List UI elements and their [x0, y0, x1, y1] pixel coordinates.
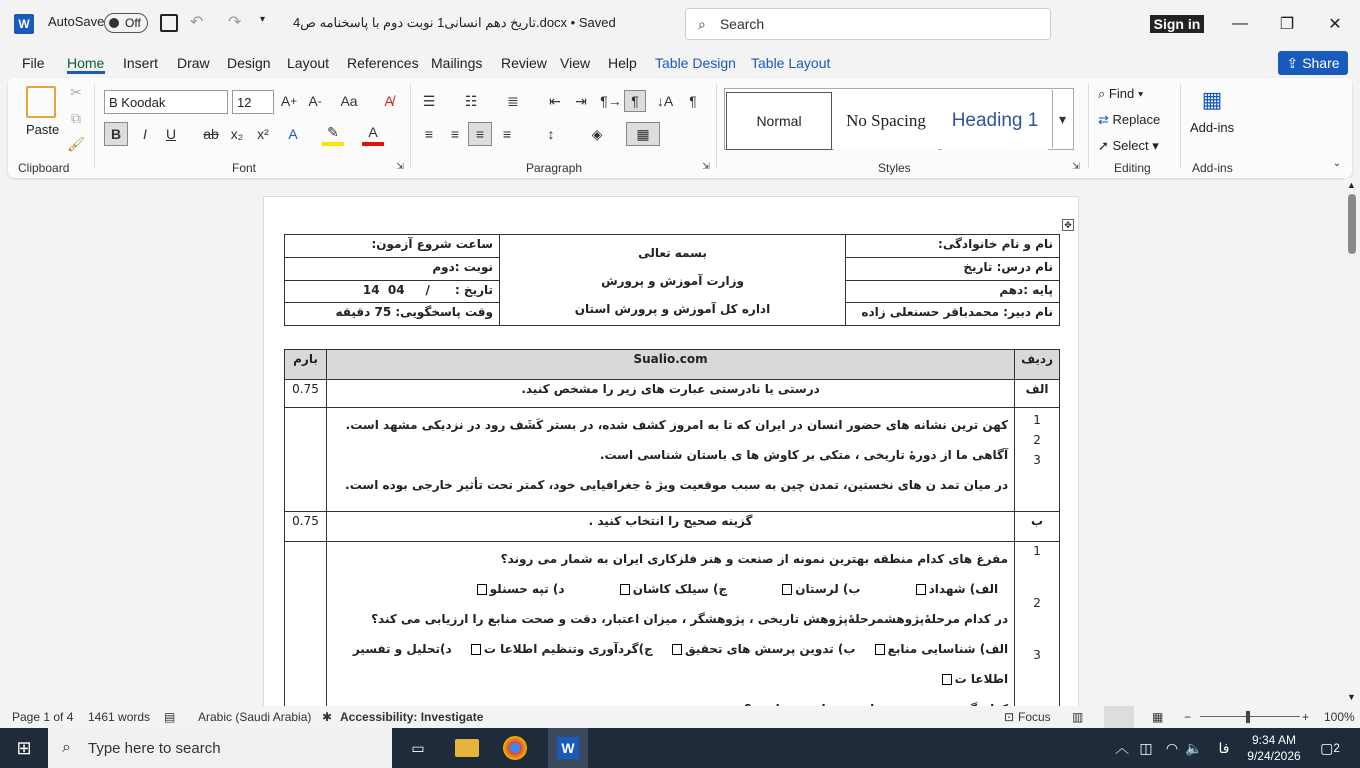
q-number: 3 — [1033, 453, 1041, 467]
file-explorer-icon[interactable] — [455, 739, 479, 757]
option: ب) لرستان — [795, 582, 861, 596]
wifi-icon[interactable]: ◠ — [1165, 739, 1179, 756]
italic-icon[interactable]: I — [143, 126, 147, 142]
tab-table-design[interactable]: Table Design — [655, 55, 736, 71]
page-count[interactable]: Page 1 of 4 — [12, 710, 74, 724]
document-page[interactable] — [263, 196, 1079, 716]
language-status[interactable]: Arabic (Saudi Arabia) — [198, 710, 312, 724]
q-number: 2 — [1033, 596, 1041, 610]
tab-mailings[interactable]: Mailings — [431, 55, 483, 71]
select-button[interactable]: ➚ Select ▾ — [1098, 138, 1159, 153]
style-heading-1[interactable]: Heading 1 — [942, 92, 1048, 150]
taskbar — [0, 728, 1360, 768]
proofing-icon[interactable]: ▤ — [164, 710, 176, 724]
active-tab-indicator — [67, 71, 105, 74]
style-no-spacing[interactable]: No Spacing — [834, 92, 938, 150]
addins-group-label: Add-ins — [1192, 161, 1233, 175]
save-icon[interactable] — [160, 14, 178, 32]
close-icon[interactable]: ✕ — [1328, 16, 1342, 33]
line-spacing-icon[interactable]: ↕ — [547, 126, 555, 142]
replace-label: Replace — [1112, 112, 1161, 127]
basmala: بسمه تعالی — [638, 246, 707, 260]
clock-time: 9:34 AM — [1251, 733, 1297, 747]
search-icon: ⌕ — [62, 739, 71, 756]
question-b2[interactable]: در کدام مرحلۀپژوهشمرحلۀپژوهش تاریخی ، پژوهشگر ، میزان اعتبار، دقت و صحت منابع را ارزیابی می کند؟ — [371, 612, 1009, 626]
tab-references[interactable]: References — [347, 55, 419, 71]
addins-button[interactable]: Add-ins — [1190, 120, 1235, 135]
show-hidden-icons[interactable]: ︿ — [1115, 740, 1129, 756]
decrease-indent-icon[interactable]: ⇤ — [549, 92, 561, 109]
taskbar-search-placeholder: Type here to search — [88, 739, 221, 757]
underline-icon[interactable]: U — [165, 126, 177, 142]
ribbon-tabs — [0, 48, 1360, 78]
highlight-icon[interactable]: ✎ — [322, 122, 344, 146]
option: الف) شهداد — [928, 582, 999, 596]
section-a-numbers — [1015, 408, 1060, 512]
chrome-icon[interactable] — [503, 736, 527, 760]
show-marks-icon[interactable]: ¶ — [689, 93, 697, 109]
subject-cell[interactable]: نام درس: تاریخ — [846, 257, 1060, 280]
focus-button[interactable]: Focus — [1018, 710, 1051, 724]
teacher-cell[interactable]: نام دبیر: محمدباقر حسنعلی زاده — [846, 303, 1060, 326]
network-icon[interactable]: ◫ — [1139, 739, 1153, 756]
clipboard-group-label: Clipboard — [18, 161, 70, 175]
option: ج)گردآوری وتنظیم اطلاعا ت — [483, 642, 653, 656]
zoom-slider-thumb[interactable] — [1246, 711, 1250, 723]
header-center-cell — [500, 235, 846, 326]
autosave-toggle[interactable]: Off — [104, 13, 148, 33]
section-a-title[interactable]: درستی یا نادرستی عبارت های زیر را مشخص کنید. — [327, 380, 1015, 408]
tab-draw[interactable]: Draw — [177, 55, 210, 71]
volume-icon[interactable]: 🔈 — [1185, 739, 1203, 756]
section-b-questions[interactable] — [327, 542, 1015, 727]
separator — [716, 84, 717, 168]
tab-table-layout[interactable]: Table Layout — [751, 55, 831, 71]
q-number: 1 — [1033, 413, 1041, 427]
select-icon: ➚ — [1098, 138, 1113, 153]
shrink-font-icon[interactable]: A - — [308, 93, 322, 109]
copy-icon[interactable]: ⧉ — [71, 109, 81, 126]
sort-icon[interactable]: ↓A — [656, 93, 674, 109]
section-a-score[interactable]: 0.75 — [285, 380, 327, 408]
align-center-icon[interactable]: ≡ — [450, 126, 460, 142]
font-dialog-launcher-icon[interactable]: ⇲ — [396, 160, 404, 171]
redo-icon[interactable]: ↷ — [228, 14, 242, 31]
term-cell[interactable]: نوبت :دوم — [285, 257, 500, 280]
section-a-questions[interactable] — [327, 408, 1015, 512]
document-canvas — [0, 186, 1344, 706]
shading-icon[interactable]: ◈ — [591, 125, 603, 142]
tab-view[interactable]: View — [560, 55, 591, 71]
vertical-scrollbar[interactable] — [1344, 178, 1360, 706]
share-label: Share — [1302, 55, 1340, 71]
replace-button[interactable] — [1098, 112, 1160, 128]
option: د) تپه حسنلو — [489, 582, 565, 596]
section-a-score-cell[interactable] — [285, 408, 327, 512]
scroll-thumb[interactable] — [1348, 194, 1356, 254]
section-b-score[interactable]: 0.75 — [285, 512, 327, 542]
option: الف) شناسایی منابع — [887, 642, 1009, 656]
collapse-ribbon-icon[interactable]: ⌄ — [1332, 157, 1342, 169]
grow-font-icon[interactable]: A + — [280, 93, 298, 109]
numbering-icon[interactable]: ☷ — [464, 92, 478, 109]
clock[interactable] — [1240, 732, 1308, 764]
paste-button[interactable]: Paste — [26, 122, 60, 137]
align-left-icon[interactable]: ≡ — [424, 126, 434, 142]
replace-icon: ⇄ — [1098, 112, 1113, 127]
editing-group-label: Editing — [1114, 161, 1151, 175]
styles-more-icon[interactable]: ▾ — [1052, 90, 1072, 148]
col-row-header: ردیف — [1015, 350, 1060, 380]
paragraph-dialog-launcher-icon[interactable]: ⇲ — [702, 160, 710, 171]
search-box[interactable] — [685, 8, 1051, 40]
accessibility-status[interactable]: Accessibility: Investigate — [340, 710, 484, 724]
duration-cell[interactable]: وقت پاسخگویی: 75 دقیقه — [285, 303, 500, 326]
question-b1-options — [333, 574, 1008, 604]
find-icon: ⌕ — [1098, 86, 1109, 101]
maximize-icon[interactable]: ❐ — [1279, 16, 1295, 33]
zoom-out-icon[interactable]: − — [1184, 710, 1192, 724]
scroll-up-icon[interactable]: ▲ — [1347, 180, 1356, 190]
superscript-icon[interactable]: x² — [257, 126, 269, 142]
clear-formatting-icon[interactable]: A̸ — [384, 93, 394, 109]
checkbox-icon[interactable] — [471, 644, 481, 655]
option: ج) سیلک کاشان — [632, 582, 728, 596]
minimize-icon[interactable]: — — [1232, 15, 1248, 32]
status-bar — [0, 706, 1360, 728]
rtl-icon[interactable]: ¶ — [624, 90, 646, 112]
question-a1[interactable]: کهن ترین نشانه های حضور انسان در ایران که تا به امروز کشف شده، در بستر کَشَف رود در نزدیکی مشهد است. — [345, 418, 1009, 432]
tab-design[interactable]: Design — [227, 55, 271, 71]
task-view-icon[interactable]: ▭ — [411, 739, 425, 756]
checkbox-icon[interactable] — [672, 644, 682, 655]
word-count[interactable]: 1461 words — [88, 710, 151, 724]
ribbon-home — [8, 78, 1352, 178]
select-label: Select — [1112, 138, 1149, 153]
checkbox-icon[interactable] — [620, 584, 630, 595]
cut-icon[interactable]: ✂ — [70, 83, 82, 100]
document-title[interactable]: تاریخ دهم انسانی1 نوبت دوم با پاسخنامه ص4.docx • Saved — [293, 15, 616, 30]
tab-file[interactable]: File — [22, 55, 45, 71]
word-logo-icon: W — [14, 14, 34, 34]
notification-count: 2 — [1333, 741, 1340, 755]
question-b2-options — [333, 634, 1008, 694]
font-size-select[interactable]: 12 — [232, 90, 274, 114]
separator — [1180, 84, 1181, 168]
scroll-down-icon[interactable]: ▼ — [1347, 692, 1356, 702]
print-layout-icon[interactable] — [1104, 706, 1134, 728]
checkbox-icon[interactable] — [942, 674, 952, 685]
option: د)تحلیل و تفسیر اطلاعا ت — [352, 642, 1009, 686]
font-group-label: Font — [232, 161, 257, 175]
format-painter-icon[interactable]: 🖌 — [67, 135, 85, 152]
autosave-label: AutoSave — [48, 14, 105, 29]
word-taskbar-icon[interactable]: W — [548, 728, 588, 768]
separator — [1088, 84, 1089, 168]
search-placeholder: Search — [719, 16, 765, 32]
title-bar — [0, 0, 1360, 48]
section-b-label: ب — [1015, 512, 1060, 542]
text-effects-icon[interactable]: A — [288, 126, 298, 142]
tab-help[interactable]: Help — [608, 55, 637, 71]
notifications-icon[interactable]: ▢ 2 — [1320, 739, 1340, 756]
web-layout-icon[interactable]: ▦ — [1152, 710, 1164, 724]
ltr-icon[interactable]: ¶→ — [600, 93, 622, 109]
separator — [94, 84, 95, 168]
separator — [410, 84, 411, 168]
col-site-header: Sualio.com — [327, 350, 1015, 380]
checkbox-icon[interactable] — [916, 584, 926, 595]
office: اداره کل آموزش و پرورش استان — [574, 302, 771, 316]
focus-icon: ⊡ — [1004, 710, 1015, 724]
exam-table — [284, 234, 1060, 326]
clock-date: 9/24/2026 — [1247, 749, 1301, 763]
windows-start-icon[interactable]: ⊞ — [16, 737, 32, 758]
tab-home[interactable]: Home — [67, 55, 105, 71]
input-language[interactable]: فا — [1218, 739, 1230, 756]
borders-icon[interactable]: ▦ — [626, 122, 660, 146]
question-a2[interactable]: آگاهی ما از دورۀ تاریخی ، متکی بر کاوش ها ی باستان شناسی است. — [599, 448, 1009, 462]
align-right-icon[interactable]: ≡ — [468, 122, 492, 146]
share-icon: ⇪ — [1286, 54, 1299, 71]
q-number: 1 — [1033, 544, 1041, 558]
section-a-label: الف — [1015, 380, 1060, 408]
q-number: 2 — [1033, 433, 1041, 447]
q-number: 3 — [1033, 648, 1041, 662]
find-button[interactable]: ⌕ Find ▾ — [1098, 86, 1144, 101]
bullets-icon[interactable]: ☰ — [422, 92, 436, 109]
section-b-score-cell[interactable] — [285, 542, 327, 727]
accessibility-icon: ✱ — [322, 710, 333, 724]
styles-dialog-launcher-icon[interactable]: ⇲ — [1072, 160, 1080, 171]
bold-icon[interactable]: B — [104, 122, 128, 146]
checkbox-icon[interactable] — [782, 584, 792, 595]
questions-table — [284, 349, 1060, 727]
font-name-select[interactable]: B Koodak — [104, 90, 228, 114]
find-label: Find — [1108, 86, 1135, 101]
multilevel-list-icon[interactable]: ≣ — [507, 92, 519, 109]
grade-cell[interactable]: پایه :دهم — [846, 280, 1060, 303]
tab-layout[interactable]: Layout — [287, 55, 330, 71]
customize-qat-icon[interactable]: ▾ — [260, 14, 266, 25]
taskbar-search[interactable] — [48, 728, 392, 768]
paste-icon[interactable] — [26, 86, 56, 118]
table-move-handle-icon[interactable]: ✥ — [1062, 219, 1074, 231]
styles-group-label: Styles — [878, 161, 911, 175]
question-b1[interactable]: مفرغ های کدام منطقه بهترین نمونه از صنعت و هنر فلزکاری ایران به شمار می روند؟ — [500, 552, 1009, 566]
section-b-numbers — [1015, 542, 1060, 727]
subscript-icon[interactable]: x₂ — [230, 126, 244, 142]
question-a3[interactable]: در میان تمد ن های نخستین، تمدن چین به سبب موقعیت ویژ ۀ جغرافیایی خود، کمتر تحت تأثیر خارجی بوده است. — [345, 478, 1009, 492]
sign-in-button[interactable]: Sign in — [1150, 15, 1204, 33]
increase-indent-icon[interactable]: ⇥ — [575, 92, 587, 109]
tab-review[interactable]: Review — [501, 55, 547, 71]
share-button[interactable] — [1278, 51, 1348, 75]
option: ب) تدوین پرسش های تحقیق — [684, 642, 856, 656]
student-name-cell[interactable]: نام و نام خانوادگی: — [846, 235, 1060, 258]
strikethrough-icon[interactable]: ab — [203, 126, 219, 142]
style-normal[interactable]: Normal — [726, 92, 832, 150]
zoom-level[interactable]: 100% — [1324, 710, 1355, 724]
font-color-icon[interactable]: A — [362, 122, 384, 146]
zoom-in-icon[interactable]: + — [1302, 710, 1310, 724]
start-time-cell[interactable]: ساعت شروع آزمون: — [285, 235, 500, 258]
addins-icon[interactable]: ▦ — [1201, 87, 1223, 112]
read-mode-icon[interactable]: ▥ — [1072, 710, 1084, 724]
paragraph-group-label: Paragraph — [526, 161, 583, 175]
checkbox-icon[interactable] — [477, 584, 487, 595]
ministry: وزارت آموزش و پرورش — [601, 274, 744, 288]
zoom-slider[interactable] — [1200, 716, 1300, 717]
col-score-header: بارم — [285, 350, 327, 380]
justify-icon[interactable]: ≡ — [502, 126, 512, 142]
section-b-title[interactable]: گزینه صحیح را انتخاب کنید . — [327, 512, 1015, 542]
date-cell[interactable]: تاریخ : / 04 14 — [285, 280, 500, 303]
tab-insert[interactable]: Insert — [123, 55, 159, 71]
checkbox-icon[interactable] — [875, 644, 885, 655]
search-icon: ⌕ — [698, 15, 706, 32]
change-case-icon[interactable]: Aa — [340, 93, 358, 109]
undo-icon[interactable]: ↶ — [190, 14, 204, 31]
